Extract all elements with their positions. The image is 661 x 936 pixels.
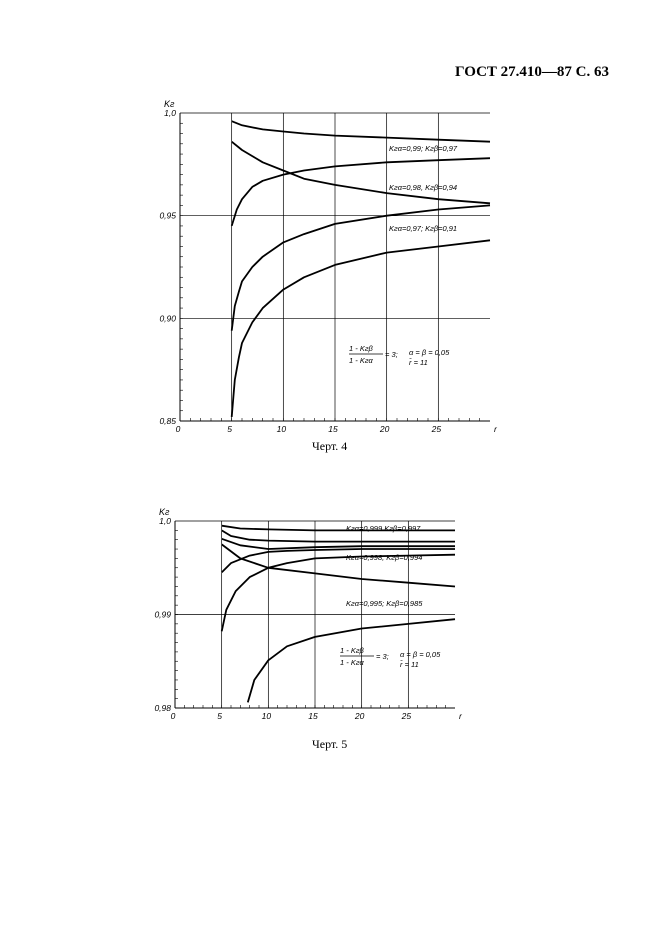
series-line bbox=[222, 555, 455, 632]
chart-4-caption: Черт. 4 bbox=[312, 439, 348, 453]
x-tick-label: 20 bbox=[354, 711, 365, 721]
y-tick-label: 0,95 bbox=[159, 210, 176, 221]
y-tick-label: 1,0 bbox=[164, 108, 176, 118]
y-tick-label: 1,0 bbox=[159, 516, 171, 526]
y-tick-label: 0,90 bbox=[159, 313, 176, 324]
formula-numerator: 1 - Kгβ bbox=[340, 646, 364, 655]
x-tick-label: 5 bbox=[227, 424, 233, 434]
series-line bbox=[222, 544, 455, 586]
x-tick-label: 0 bbox=[175, 424, 181, 434]
formula-denominator: 1 - Kгα bbox=[349, 356, 373, 365]
x-axis-label: r bbox=[459, 711, 462, 721]
formula-numerator: 1 - Kгβ bbox=[349, 344, 373, 353]
curve-annotation: Kгα=0,995; Kгβ=0,985 bbox=[346, 599, 423, 608]
formula-equals: = 3; bbox=[385, 350, 398, 359]
page-header: ГОСТ 27.410—87 С. 63 bbox=[455, 64, 609, 80]
x-tick-label: 10 bbox=[276, 424, 287, 434]
formula-rbar: r̄ = 11 bbox=[400, 660, 419, 669]
x-tick-label: 0 bbox=[170, 711, 176, 721]
y-axis-label: Kг bbox=[159, 507, 170, 517]
x-tick-label: 15 bbox=[308, 711, 318, 721]
curve-annotation: Kгα=0,99; Kгβ=0,97 bbox=[389, 144, 458, 153]
curve-annotation: Kгα=0,97; Kгβ=0,91 bbox=[389, 224, 458, 233]
formula-equals: = 3; bbox=[376, 652, 389, 661]
curve-annotation: Kгα=0,999 Kгβ=0,997 bbox=[346, 524, 421, 533]
formula-rbar: r̄ = 11 bbox=[409, 358, 428, 367]
chart-5-caption: Черт. 5 bbox=[312, 737, 348, 751]
y-tick-label: 0,99 bbox=[154, 609, 171, 620]
formula-alpha-beta: α = β = 0,05 bbox=[409, 348, 450, 357]
y-axis-label: Kг bbox=[164, 99, 175, 109]
y-tick-label: 0,98 bbox=[154, 703, 171, 713]
x-axis-label: r bbox=[494, 424, 497, 434]
x-tick-label: 5 bbox=[217, 711, 223, 721]
curve-annotation: Kгα=0,98, Kгβ=0,94 bbox=[389, 183, 458, 192]
x-tick-label: 25 bbox=[431, 424, 442, 434]
formula-alpha-beta: α = β = 0,05 bbox=[400, 650, 441, 659]
curve-annotation: Kгα=0,998, Kгβ=0,994 bbox=[346, 553, 423, 562]
formula-denominator: 1 - Kгα bbox=[340, 658, 364, 667]
x-tick-label: 15 bbox=[328, 424, 338, 434]
x-tick-label: 25 bbox=[401, 711, 412, 721]
y-tick-label: 0,85 bbox=[159, 416, 176, 426]
x-tick-label: 20 bbox=[379, 424, 390, 434]
x-tick-label: 10 bbox=[261, 711, 272, 721]
